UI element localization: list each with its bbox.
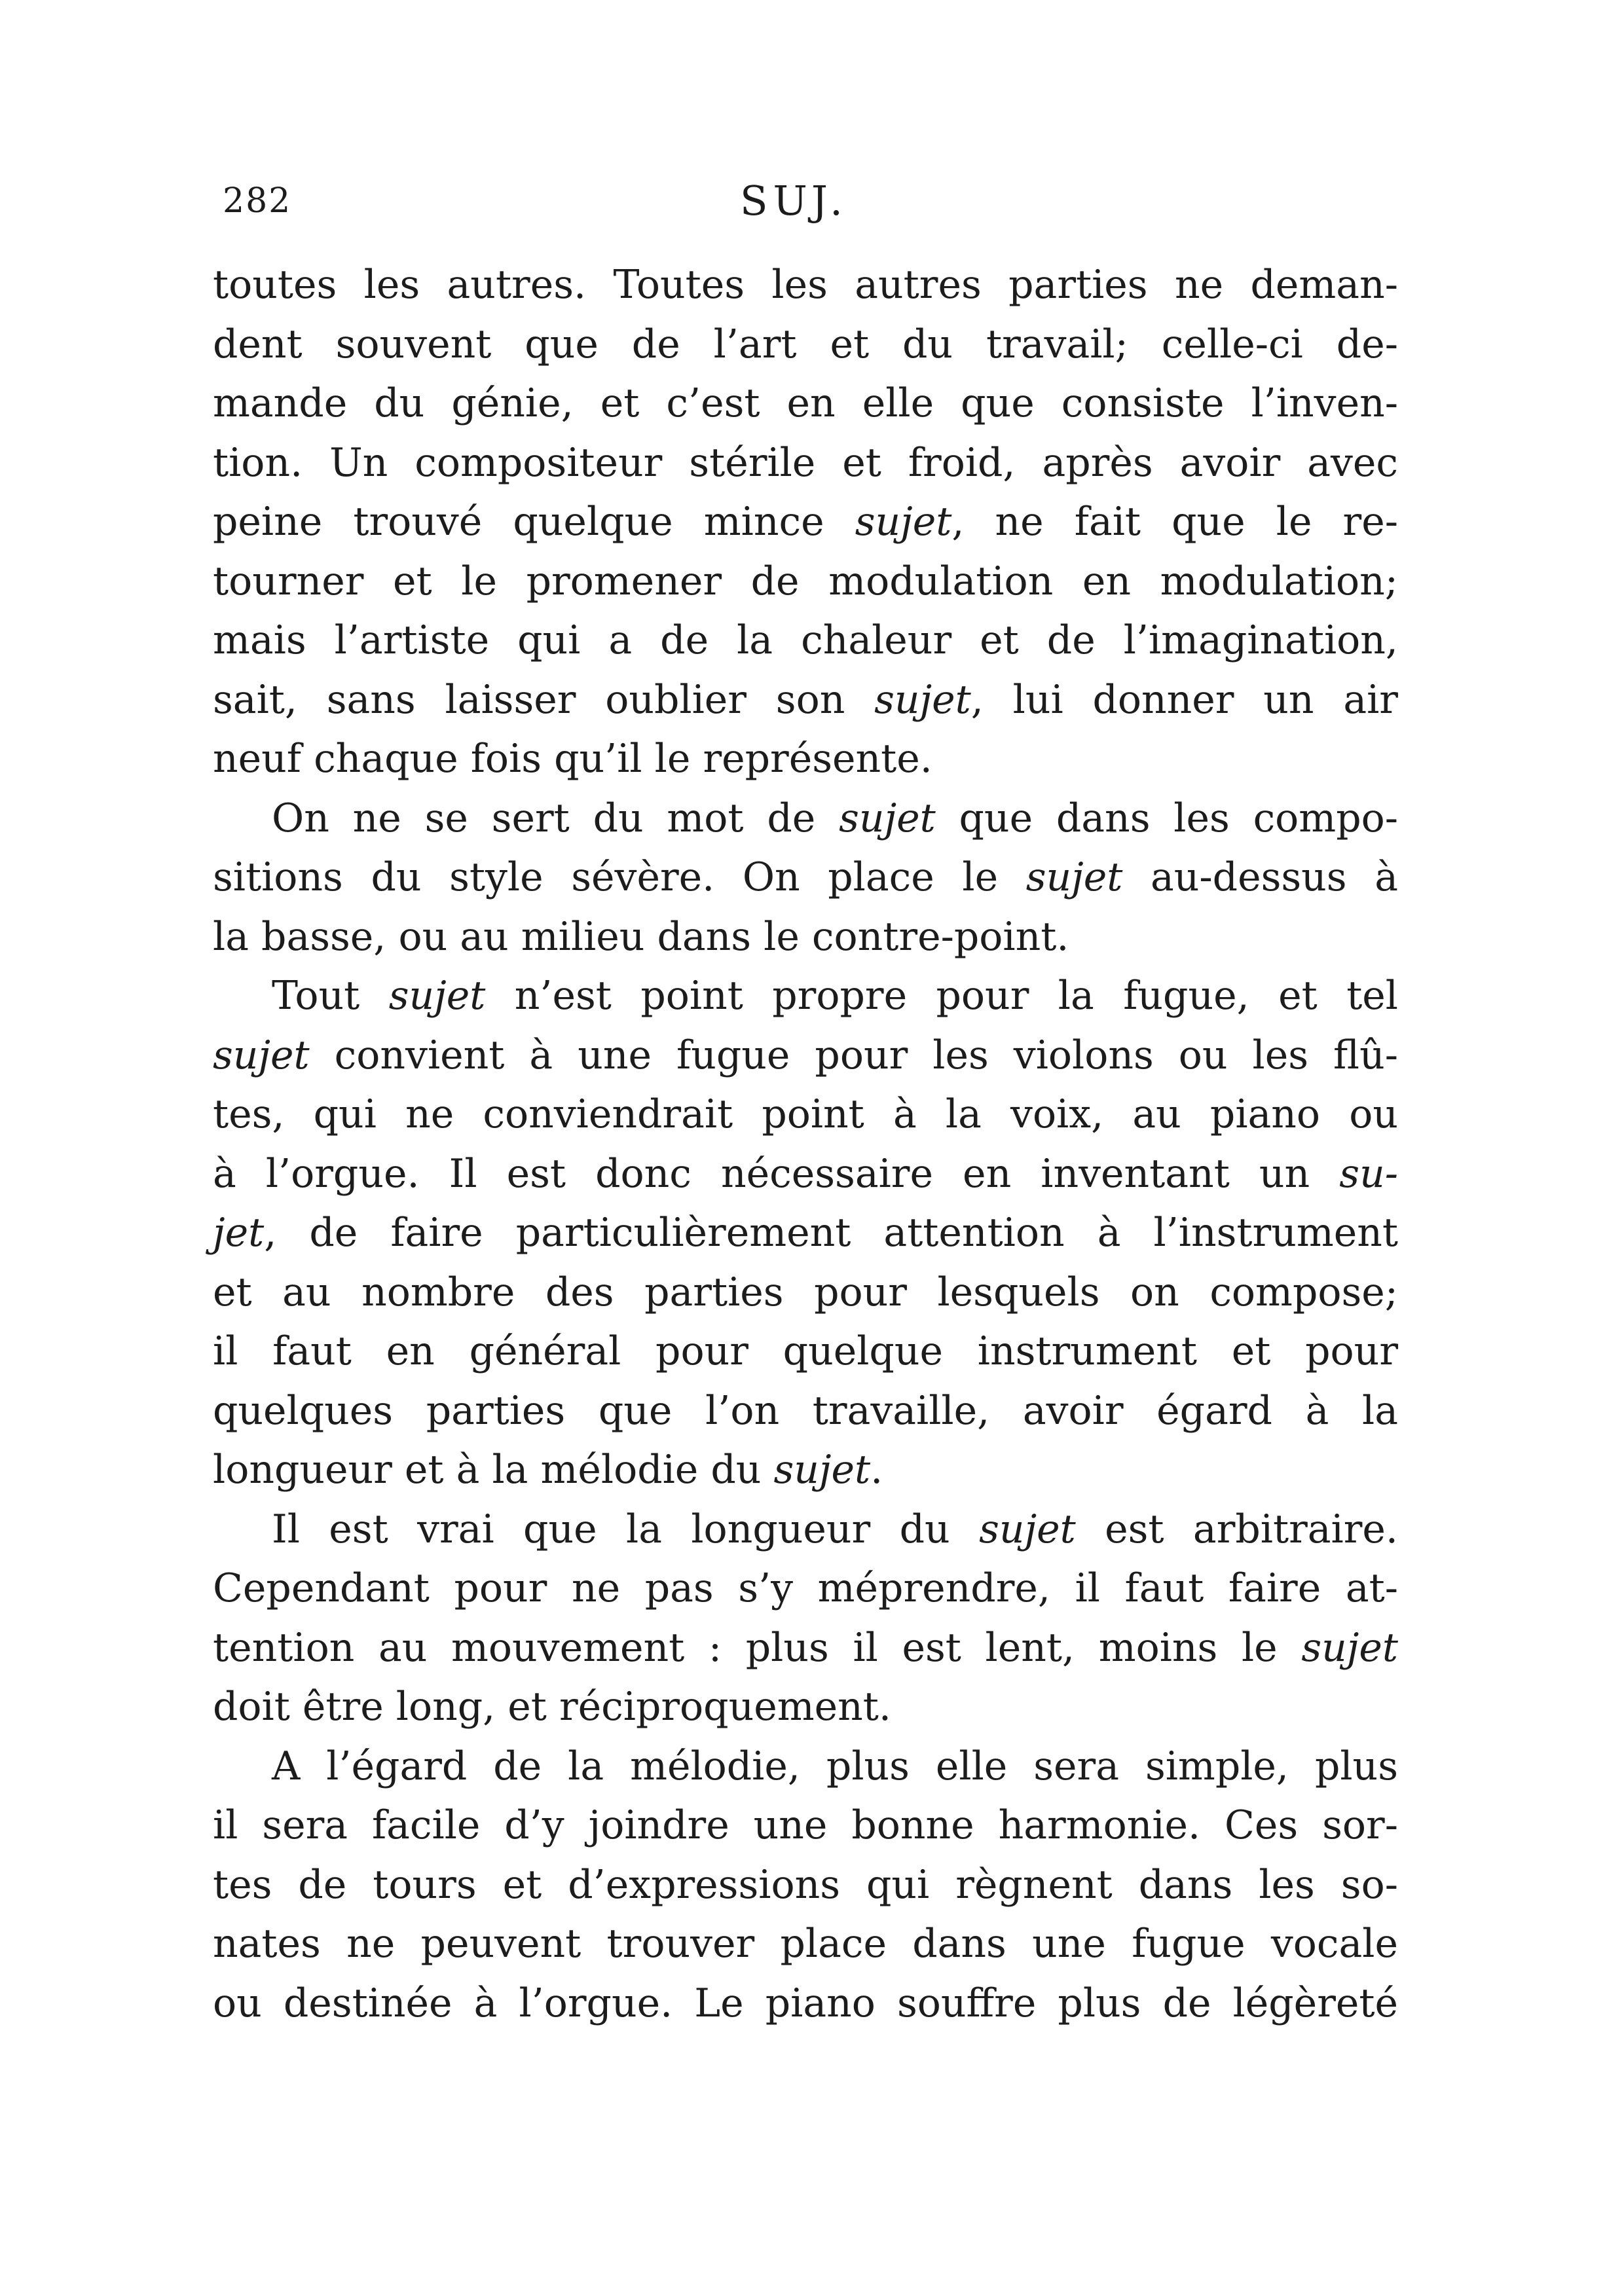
text-run: On ne se sert du mot de [272, 795, 840, 841]
text-line [213, 1144, 1398, 1204]
text-line: ou destinée à l’orgue. Le piano souffre plus de légèreté [213, 1980, 1398, 2026]
text-run: Il est vrai que la longueur du [272, 1506, 980, 1552]
text-line: nates ne peuvent trouver place dans une fugue vocale [213, 1921, 1398, 1967]
text-line: doit être long, et réciproquement. [213, 1684, 891, 1730]
text-line: la basse, ou au milieu dans le contre-point. [213, 913, 1069, 960]
italic-term: sujet [839, 795, 936, 841]
text-line: tes de tours et d’expressions qui règnent dans les so- [213, 1861, 1398, 1908]
italic-term: sujet [213, 1032, 310, 1078]
body-text [213, 255, 1398, 2033]
text-line: il sera facile d’y joindre une bonne harmonie. Ces sor- [213, 1802, 1398, 1848]
italic-term: sujet [388, 973, 486, 1019]
text-line: tion. Un compositeur stérile et froid, après avoir avec [213, 439, 1398, 486]
page-header [223, 172, 1388, 230]
text-run: que dans les compo- [935, 795, 1398, 841]
italic-term: sujet [855, 499, 952, 545]
text-run: au-dessus à [1122, 854, 1398, 900]
text-run: convient à une fugue pour les violons ou les flû- [309, 1032, 1398, 1078]
text-run: n’est point propre pour la fugue, et tel [485, 973, 1399, 1019]
paragraph-start-line [213, 789, 1398, 848]
italic-term: sujet [874, 676, 971, 723]
text-run: sait, sans laisser oublier son [213, 676, 875, 723]
text-line: neuf chaque fois qu’il le représente. [213, 736, 932, 782]
italic-term: sujet [773, 1447, 871, 1493]
text-line [213, 1618, 1398, 1678]
text-run: est arbitraire. [1075, 1506, 1398, 1552]
text-line [213, 1203, 1398, 1263]
text-line: tes, qui ne conviendrait point à la voix, au piano ou [213, 1091, 1398, 1137]
text-line [213, 1026, 1398, 1085]
paragraph-start-line: A l’égard de la mélodie, plus elle sera simple, plus [272, 1743, 1398, 1789]
text-line: mande du génie, et c’est en elle que consiste l’inven- [213, 380, 1398, 426]
text-run: à l’orgue. Il est donc nécessaire en inventant un [213, 1150, 1340, 1197]
text-run: longueur et à la mélodie du [213, 1447, 774, 1493]
paragraph-start-line [213, 1500, 1398, 1559]
text-line [213, 492, 1398, 552]
text-line: tourner et le promener de modulation en modulation; [213, 558, 1398, 604]
italic-term: sujet [1301, 1624, 1398, 1671]
text-line: dent souvent que de l’art et du travail; celle-ci de- [213, 321, 1398, 367]
text-run: sitions du style sévère. On place le [213, 854, 1026, 900]
text-line [213, 1440, 1398, 1500]
text-line: quelques parties que l’on travaille, avoir égard à la [213, 1387, 1398, 1434]
page-number: 282 [223, 181, 292, 221]
text-line: et au nombre des parties pour lesquels on compose; [213, 1269, 1398, 1315]
text-run: tention au mouvement : plus il est lent, moins le [213, 1624, 1302, 1671]
italic-term: su- [1339, 1150, 1398, 1197]
italic-term: sujet [1025, 854, 1123, 900]
text-line [213, 848, 1398, 907]
text-line [213, 670, 1398, 730]
italic-term: sujet [979, 1506, 1076, 1552]
text-run: , ne fait que le re- [951, 499, 1398, 545]
italic-term: jet [213, 1210, 265, 1256]
text-line: Cependant pour ne pas s’y méprendre, il faut faire at- [213, 1565, 1398, 1611]
text-run: , de faire particulièrement attention à l’instrument [264, 1210, 1398, 1256]
paragraph-start-line [213, 966, 1398, 1026]
text-run: Tout [272, 973, 389, 1019]
text-line: toutes les autres. Toutes les autres parties ne deman- [213, 262, 1398, 308]
text-run: , lui donner un air [970, 676, 1398, 723]
text-line: mais l’artiste qui a de la chaleur et de l’imagination, [213, 617, 1398, 663]
text-run: . [870, 1447, 883, 1493]
text-run: peine trouvé quelque mince [213, 499, 855, 545]
running-head: SUJ. [740, 177, 848, 225]
text-line: il faut en général pour quelque instrument et pour [213, 1328, 1398, 1374]
